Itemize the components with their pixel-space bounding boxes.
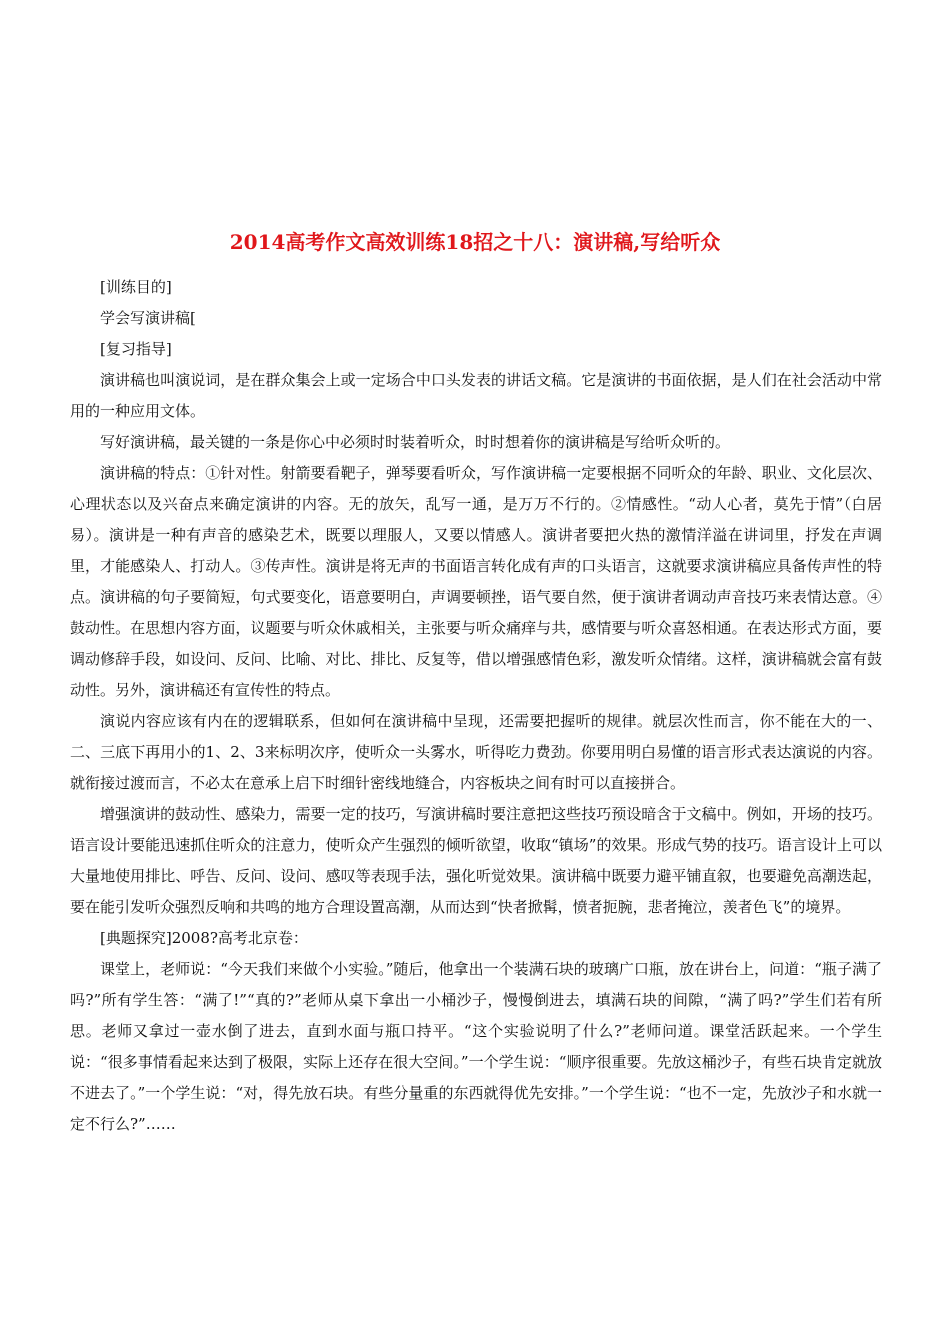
paragraph: [典题探究]2008?高考北京卷： [100,929,308,947]
paragraph: 增强演讲的鼓动性、感染力，需要一定的技巧，写演讲稿时要注意把这些技巧预设暗含于文稿中。例如，开场的技巧。语言设计要能迅速抓住听众的注意力，使听众产生强烈的倾听欲望，收取“镇场”的效果。形成气势的技巧。语言设计上可以大量地使用排比、呼告、反问、设问、感叹等表现手法，强化听觉效果。演讲稿中既要力避平铺直叙，也要避免高潮迭起，要在能引发听众强烈反响和共鸣的地方合理设置高潮，从而达到“快者掀髯，愤者扼腕，悲者掩泣，羡者色飞”的境界。 [70,805,882,916]
paragraph: 演讲稿的特点：①针对性。射箭要看靶子，弹琴要看听众，写作演讲稿一定要根据不同听众的年龄、职业、文化层次、心理状态以及兴奋点来确定演讲的内容。无的放矢，乱写一通，是万万不行的。②情感性。“动人心者，莫先于情”（白居易）。演讲是一种有声音的感染艺术，既要以理服人，又要以情感人。演讲者要把火热的激情洋溢在讲词里，抒发在声调里，才能感染人、打动人。③传声性。演讲是将无声的书面语言转化成有声的口头语言，这就要求演讲稿应具备传声性的特点。演讲稿的句子要简短，句式要变化，语意要明白，声调要顿挫，语气要自然，便于演讲者调动声音技巧来表情达意。④鼓动性。在思想内容方面，议题要与听众休戚相关，主张要与听众痛痒与共，感情要与听众喜怒相通。在表达形式方面，要调动修辞手段，如设问、反问、比喻、对比、排比、反复等，借以增强感情色彩，激发听众情绪。这样，演讲稿就会富有鼓动性。另外，演讲稿还有宣传性的特点。 [70,464,882,699]
paragraph: 课堂上，老师说：“今天我们来做个小实验。”随后，他拿出一个装满石块的玻璃广口瓶，放在讲台上，问道：“瓶子满了吗?”所有学生答：“满了!”“真的?”老师从桌下拿出一小桶沙子，慢慢倒进去，填满石块的间隙，“满了吗?”学生们若有所思。老师又拿过一壶水倒了进去，直到水面与瓶口持平。“这个实验说明了什么?”老师问道。课堂活跃起来。一个学生说：“很多事情看起来达到了极限，实际上还存在很大空间。”一个学生说：“顺序很重要。先放这桶沙子，有些石块肯定就放不进去了。”一个学生说：“对，得先放石块。有些分量重的东西就得优先安排。”一个学生说：“也不一定，先放沙子和水就一定不行么?”…… [70,960,882,1133]
paragraph: 学会写演讲稿[ [100,309,196,327]
paragraph: 写好演讲稿，最关键的一条是你心中必须时时装着听众，时时想着你的演讲稿是写给听众听的。 [100,433,731,451]
paragraph: [复习指导] [100,340,172,358]
document-title: 2014高考作文高效训练18招之十八：演讲稿,写给听众 [229,230,721,254]
paragraph: 演讲稿也叫演说词，是在群众集会上或一定场合中口头发表的讲话文稿。它是演讲的书面依据，是人们在社会活动中常用的一种应用文体。 [70,371,882,420]
paragraph: [训练目的] [100,278,172,296]
paragraph: 演说内容应该有内在的逻辑联系，但如何在演讲稿中呈现，还需要把握听的规律。就层次性而言，你不能在大的一、二、三底下再用小的1、2、3来标明次序，使听众一头雾水，听得吃力费劲。你要用明白易懂的语言形式表达演说的内容。就衔接过渡而言，不必太在意承上启下时细针密线地缝合，内容板块之间有时可以直接拼合。 [70,712,882,792]
document-body [70,272,882,1140]
